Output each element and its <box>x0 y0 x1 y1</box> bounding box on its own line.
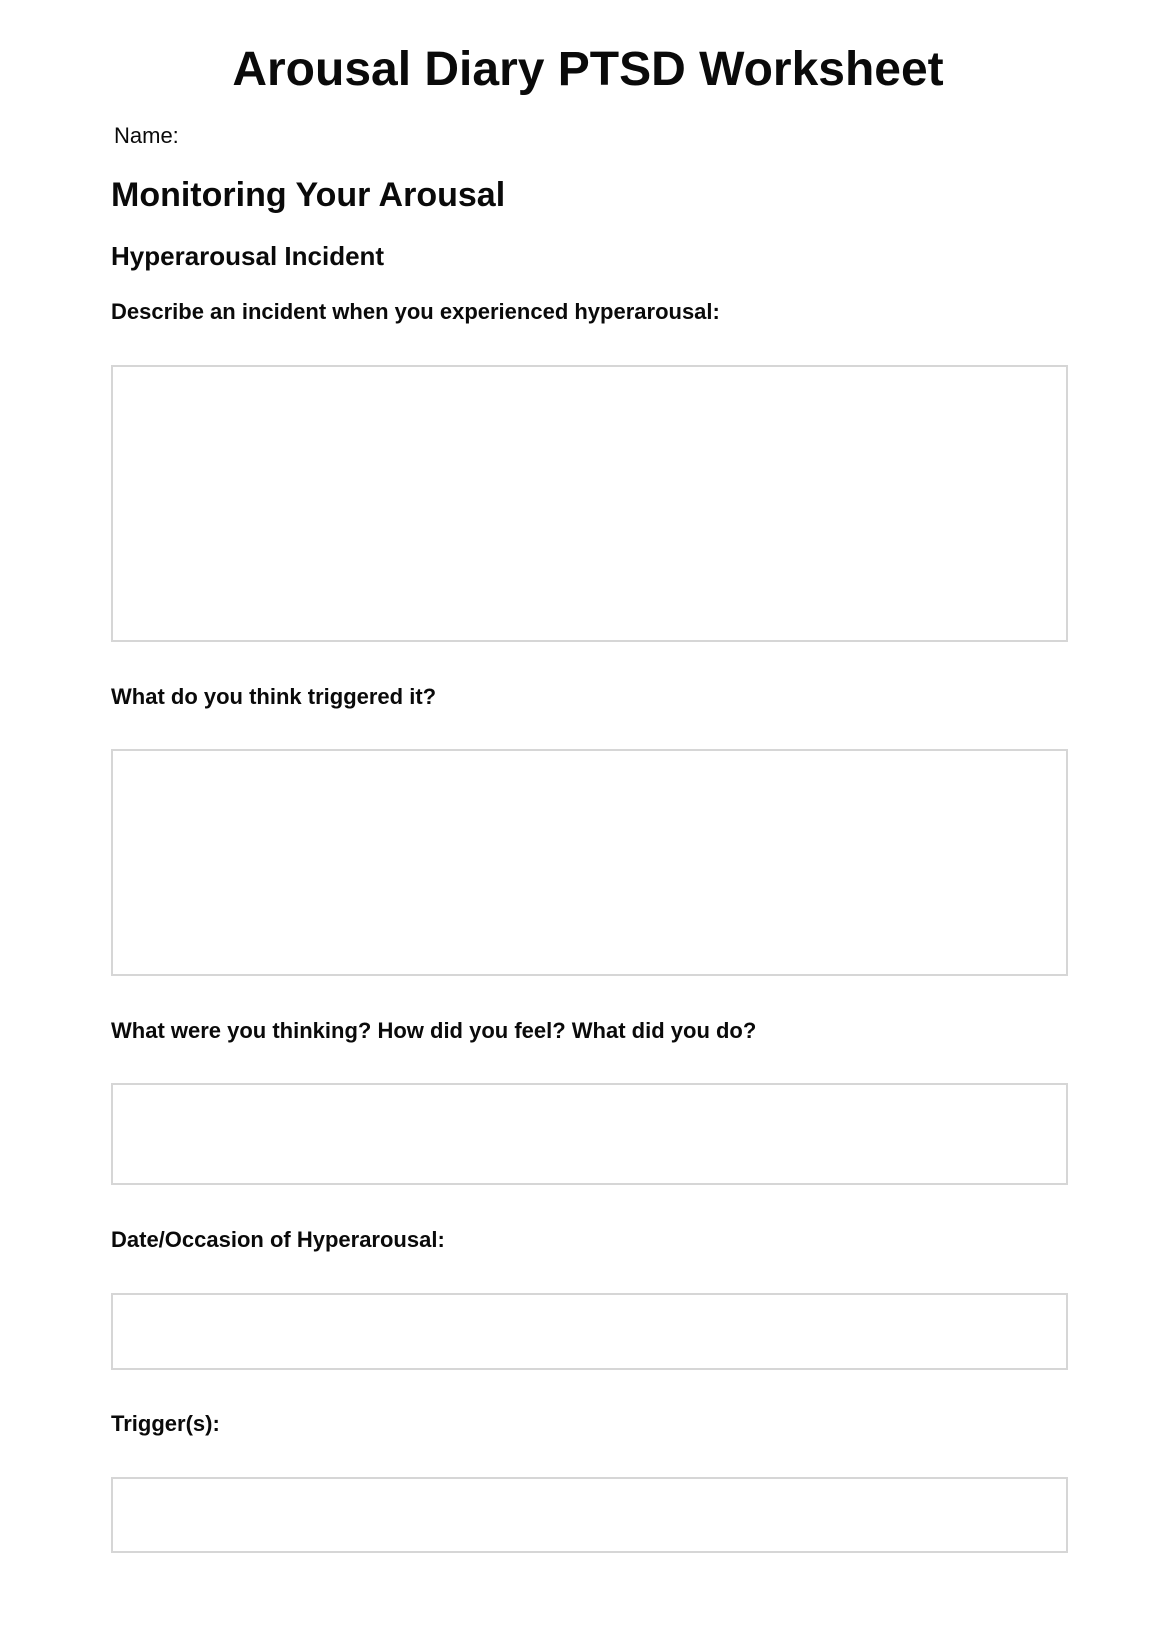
incident-description-field[interactable] <box>111 365 1068 642</box>
question-incident-label: Describe an incident when you experienced hyperarousal: <box>111 299 720 324</box>
thoughts-feelings-actions-field[interactable] <box>111 1083 1068 1185</box>
question-triggers-label: Trigger(s): <box>111 1411 220 1436</box>
subsection-title: Hyperarousal Incident <box>111 241 385 271</box>
trigger-thoughts-field[interactable] <box>111 749 1068 976</box>
triggers-field[interactable] <box>111 1477 1068 1553</box>
question-trigger-label: What do you think triggered it? <box>111 684 437 709</box>
name-label: Name: <box>114 123 179 148</box>
section-title: Monitoring Your Arousal <box>111 176 506 214</box>
question-date-occasion-label: Date/Occasion of Hyperarousal: <box>111 1227 445 1252</box>
page-title: Arousal Diary PTSD Worksheet <box>232 43 944 96</box>
date-occasion-field[interactable] <box>111 1293 1068 1370</box>
question-thoughts-feelings-label: What were you thinking? How did you feel? What did you do? <box>111 1018 757 1043</box>
